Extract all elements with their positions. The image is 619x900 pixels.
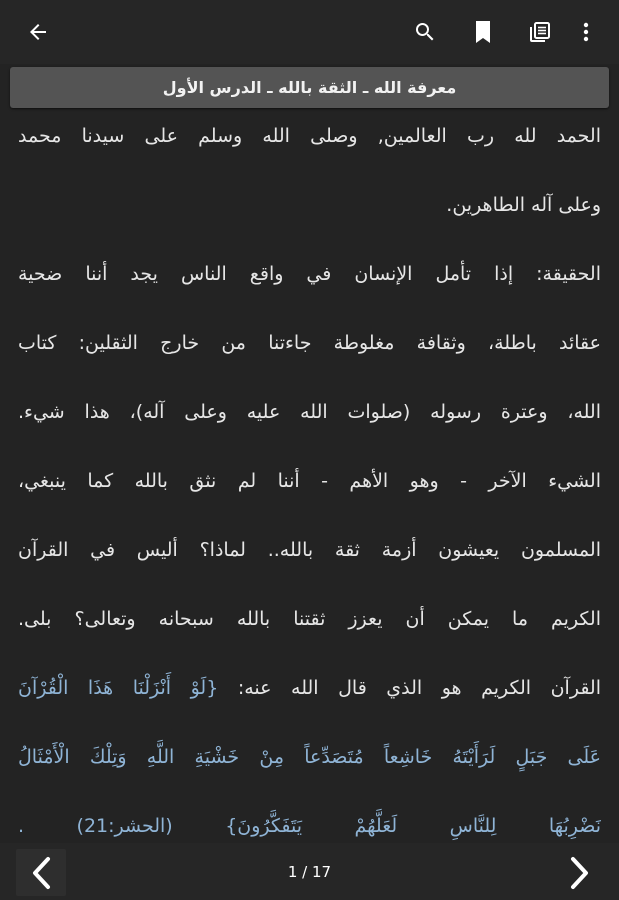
text-line-quran-intro [18, 660, 601, 729]
text-line: الله، وعترة رسوله (صلوات الله عليه وعلى آله)، هذا شيء. [18, 401, 601, 423]
text-column [18, 108, 601, 843]
page-indicator: 1 / 17 [287, 863, 332, 881]
more-vert-icon [582, 20, 590, 44]
back-button[interactable] [16, 10, 60, 54]
quran-verse-line: عَلَى جَبَلٍ لَرَأَيْتَهُ خَاشِعاً مُتَصَدِّعاً مِنْ خَشْيَةِ اللَّهِ وَتِلْكَ الْأَمْثَالُ [18, 746, 601, 768]
text-line: وعلى آله الطاهرين. [446, 194, 601, 216]
text-line: الشيء الآخر - وهو الأهم - أننا لم نثق بالله كما ينبغي، [18, 470, 601, 492]
text-line: المسلمون يعيشون أزمة ثقة بالله.. لماذا؟ أليس في القرآن [18, 539, 601, 561]
bookmark-button[interactable] [461, 10, 505, 54]
text-line: الحمد لله رب العالمين, وصلى الله وسلم على سيدنا محمد [18, 125, 601, 147]
arrow-left-icon [26, 20, 50, 44]
quran-verse-line: نَضْرِبُهَا لِلنَّاسِ لَعَلَّهُمْ يَتَفَكَّرُونَ} (الحشر:21) . [18, 815, 601, 837]
search-button[interactable] [403, 10, 447, 54]
top-app-bar [0, 0, 619, 64]
more-options-button[interactable] [566, 10, 606, 54]
text-line: الحقيقة: إذا تأمل الإنسان في واقع الناس يجد أننا ضحية [18, 263, 601, 285]
table-of-contents-icon [528, 20, 552, 44]
quran-verse-start: {لَوْ أَنْزَلْنَا هَذَا الْقُرْآنَ [18, 677, 219, 699]
bottom-navigation-bar [0, 843, 619, 900]
text-line: الكريم ما يمكن أن يعزز ثقتنا بالله سبحانه وتعالى؟ بلى. [18, 608, 601, 630]
table-of-contents-button[interactable] [518, 10, 562, 54]
bookmark-icon [471, 19, 495, 45]
chapter-title-bar [10, 67, 609, 108]
reading-area[interactable] [0, 108, 619, 843]
search-icon [413, 20, 437, 44]
quran-intro-text: القرآن الكريم هو الذي قال الله عنه: [218, 677, 601, 699]
chapter-title: معرفة الله ـ الثقة بالله ـ الدرس الأول [162, 78, 457, 97]
chevron-right-icon [567, 855, 593, 891]
text-line: عقائد باطلة، وثقافة مغلوطة جاءتنا من خارج الثقلين: كتاب [18, 332, 601, 354]
next-page-button[interactable] [555, 849, 605, 896]
